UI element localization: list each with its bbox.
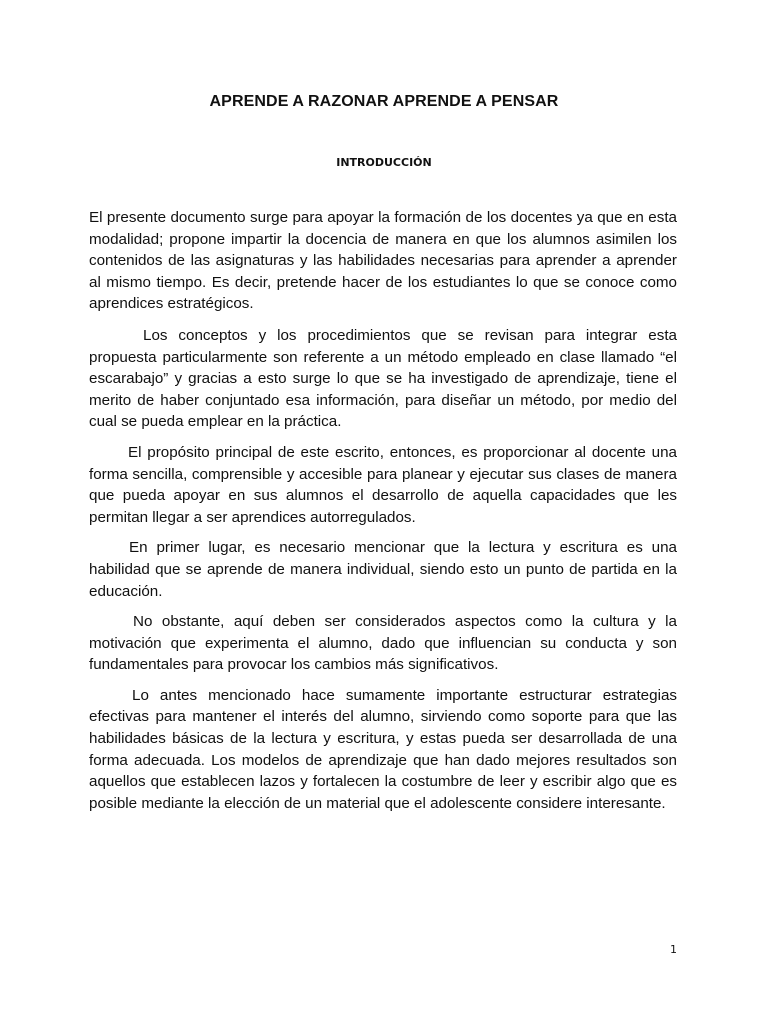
document-title: APRENDE A RAZONAR APRENDE A PENSAR bbox=[209, 93, 559, 110]
paragraph: En primer lugar, es necesario mencionar que la lectura y escritura es una habilidad que se aprende de manera individual, siendo esto un punto de partida en la educación. bbox=[89, 539, 677, 600]
body-text bbox=[89, 207, 677, 823]
section-heading: INTRODUCCIÓN bbox=[336, 156, 432, 169]
paragraph: Lo antes mencionado hace sumamente importante estructurar estrategias efectivas para mantener el interés del alumno, sirviendo como soporte para que las habilidades básicas de la lectura y escritura, y estas pueda ser desarrollada de una forma adecuada. Los modelos de aprendizaje que han dado mejores resultados son aquellos que establecen lazos y fortalecen la costumbre de leer y escribir algo que es posible mediante la elección de un material que el adolescente considere interesante. bbox=[89, 686, 677, 812]
paragraph: No obstante, aquí deben ser considerados aspectos como la cultura y la motivación que experimenta el alumno, dado que influencian su conducta y son fundamentales para provocar los cambios más significativos. bbox=[89, 613, 677, 674]
paragraph: El presente documento surge para apoyar la formación de los docentes ya que en esta modalidad; propone impartir la docencia de manera en que los alumnos asimilen los contenidos de las asignaturas y las habilidades necesarias para aprender a aprender al mismo tiempo. Es decir, pretende hacer de los estudiantes lo que se conoce como aprendices estratégicos. bbox=[89, 209, 677, 313]
paragraph: El propósito principal de este escrito, entonces, es proporcionar al docente una forma sencilla, comprensible y accesible para planear y ejecutar sus clases de manera que pueda apoyar en sus alumnos el desarrollo de aquella capacidades que les permitan llegar a ser aprendices autorregulados. bbox=[89, 443, 677, 526]
paragraph: Los conceptos y los procedimientos que se revisan para integrar esta propuesta particularmente son referente a un método empleado en clase llamado “el escarabajo” y gracias a esto surge lo que se ha investigado de aprendizaje, tiene el merito de haber conjuntado esa información, para diseñar un método, por medio del cual se pueda emplear en la práctica. bbox=[89, 326, 677, 431]
page-number: 1 bbox=[670, 943, 677, 956]
